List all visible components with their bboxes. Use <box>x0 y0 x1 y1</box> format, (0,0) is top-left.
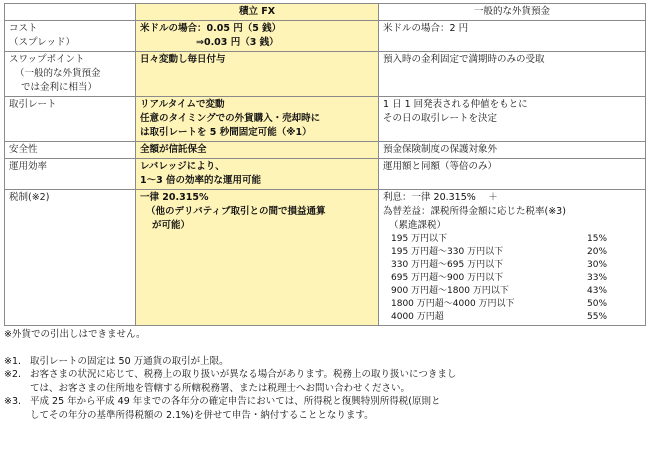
label-efficiency: 運用効率 <box>5 159 136 190</box>
fx-line: ⇒0.03 円（3 銭） <box>196 37 279 48</box>
row-safety <box>5 142 646 159</box>
fx-rate <box>136 97 379 142</box>
label-swap <box>5 52 136 97</box>
tax-bracket-row <box>391 298 641 311</box>
fx-line: は取引レートを 5 秒間固定可能（※1） <box>140 127 312 138</box>
note-line <box>4 382 645 396</box>
note-line <box>4 355 645 369</box>
tax-bracket-band: 1800 万円超～4000 万円以下 <box>391 299 515 309</box>
fx-line: （他のデリバティブ取引との間で損益通算 <box>146 206 326 217</box>
tax-bracket-rate: 20% <box>587 247 608 257</box>
fx-cost <box>136 21 379 52</box>
deposit-line: 為替差益：課税所得金額に応じた税率(※3) <box>383 206 566 217</box>
deposit-line: その日の取引レートを決定 <box>383 113 498 124</box>
label-line: スワップポイント <box>9 54 85 65</box>
fx-line: が可能） <box>152 220 191 231</box>
document <box>4 3 645 422</box>
notes-list <box>4 355 645 423</box>
tax-bracket-rate: 50% <box>587 299 608 309</box>
fx-line: 1～3 倍の効率的な運用可能 <box>140 175 262 186</box>
deposit-cost: 米ドルの場合：2 円 <box>379 21 646 52</box>
tax-bracket-row <box>391 311 641 324</box>
footnote-top: ※外貨での引出しはできません。 <box>4 329 146 340</box>
note-key: ※1. <box>4 355 22 367</box>
fx-line: リアルタイムで変動 <box>140 99 225 110</box>
deposit-tax <box>379 190 646 326</box>
header-fx: 積立 FX <box>136 4 379 21</box>
note-text: ては、お客さまの住所地を管轄する所轄税務署、または税理士へお問い合わせください。 <box>30 382 411 394</box>
deposit-swap: 預入時の金利固定で満期時のみの受取 <box>379 52 646 97</box>
row-cost <box>5 21 646 52</box>
deposit-line: （累進課税） <box>389 220 447 231</box>
fx-line: 任意のタイミングでの外貨購入・売却時に <box>140 113 321 124</box>
tax-bracket-band: 900 万円超～1800 万円以下 <box>391 286 509 296</box>
tax-bracket-rate: 33% <box>587 273 608 283</box>
tax-bracket-rate: 43% <box>587 286 608 296</box>
tax-bracket-band: 330 万円超～695 万円以下 <box>391 260 504 270</box>
note-key <box>4 409 30 423</box>
tax-bracket-row <box>391 259 641 272</box>
tax-bracket-row <box>391 285 641 298</box>
row-rate <box>5 97 646 142</box>
header-blank-cell <box>5 4 136 21</box>
note-line <box>4 395 645 409</box>
fx-line: 米ドルの場合：0.05 円（5 銭） <box>140 23 282 34</box>
fx-swap: 日々変動し毎日付与 <box>136 52 379 97</box>
tax-bracket-row <box>391 233 641 246</box>
deposit-line: 1 日 1 回発表される仲値をもとに <box>383 99 528 110</box>
fx-line: レバレッジにより、 <box>140 161 225 172</box>
label-rate: 取引レート <box>5 97 136 142</box>
tax-bracket-rate: 55% <box>587 312 608 322</box>
notes-section <box>4 328 645 422</box>
note-key: ※2. <box>4 369 22 380</box>
label-safety: 安全性 <box>5 142 136 159</box>
note-text: してその年分の基準所得税額の 2.1%)を併せて申告・納付することとなります。 <box>30 409 374 421</box>
label-line: コスト <box>9 23 38 34</box>
label-line: では金利に相当） <box>21 82 98 93</box>
note-key: ※3. <box>4 396 22 407</box>
deposit-line: 利息：一律 20.315% ＋ <box>383 192 498 203</box>
deposit-efficiency: 運用額と同額（等倍のみ） <box>379 159 646 190</box>
label-line: （一般的な外貨預金 <box>15 68 101 79</box>
deposit-safety: 預金保険制度の保護対象外 <box>379 142 646 159</box>
fx-efficiency <box>136 159 379 190</box>
note-line <box>4 409 645 423</box>
label-tax: 税制(※2) <box>5 190 136 326</box>
fx-safety: 全額が信託保全 <box>136 142 379 159</box>
fx-line: 一律 20.315% <box>140 192 209 203</box>
deposit-rate <box>379 97 646 142</box>
note-text: お客さまの状況に応じて、税務上の取り扱いが異なる場合があります。税務上の取り扱いにつきまし <box>30 369 457 380</box>
note-text: 平成 25 年から平成 49 年までの各年分の確定申告においては、所得税と復興特別所得税(原則と <box>30 396 441 407</box>
tax-bracket-band: 695 万円超～900 万円以下 <box>391 273 504 283</box>
header-deposit: 一般的な外貨預金 <box>379 4 646 21</box>
note-key <box>4 382 30 396</box>
fx-tax <box>136 190 379 326</box>
tax-bracket-rate: 15% <box>587 234 608 244</box>
row-tax <box>5 190 646 326</box>
row-swap <box>5 52 646 97</box>
tax-bracket-rate: 30% <box>587 260 608 270</box>
note-line <box>4 368 645 382</box>
tax-bracket-row <box>391 246 641 259</box>
tax-bracket-band: 195 万円超～330 万円以下 <box>391 247 504 257</box>
note-text: 取引レートの固定は 50 万通貨の取引が上限。 <box>30 355 229 367</box>
tax-bracket-list <box>391 233 641 324</box>
label-cost <box>5 21 136 52</box>
row-efficiency <box>5 159 646 190</box>
tax-bracket-band: 4000 万円超 <box>391 312 444 322</box>
tax-bracket-band: 195 万円以下 <box>391 234 448 244</box>
header-row <box>5 4 646 21</box>
tax-bracket-row <box>391 272 641 285</box>
comparison-table <box>4 3 646 326</box>
label-line: （スプレッド） <box>9 37 76 48</box>
